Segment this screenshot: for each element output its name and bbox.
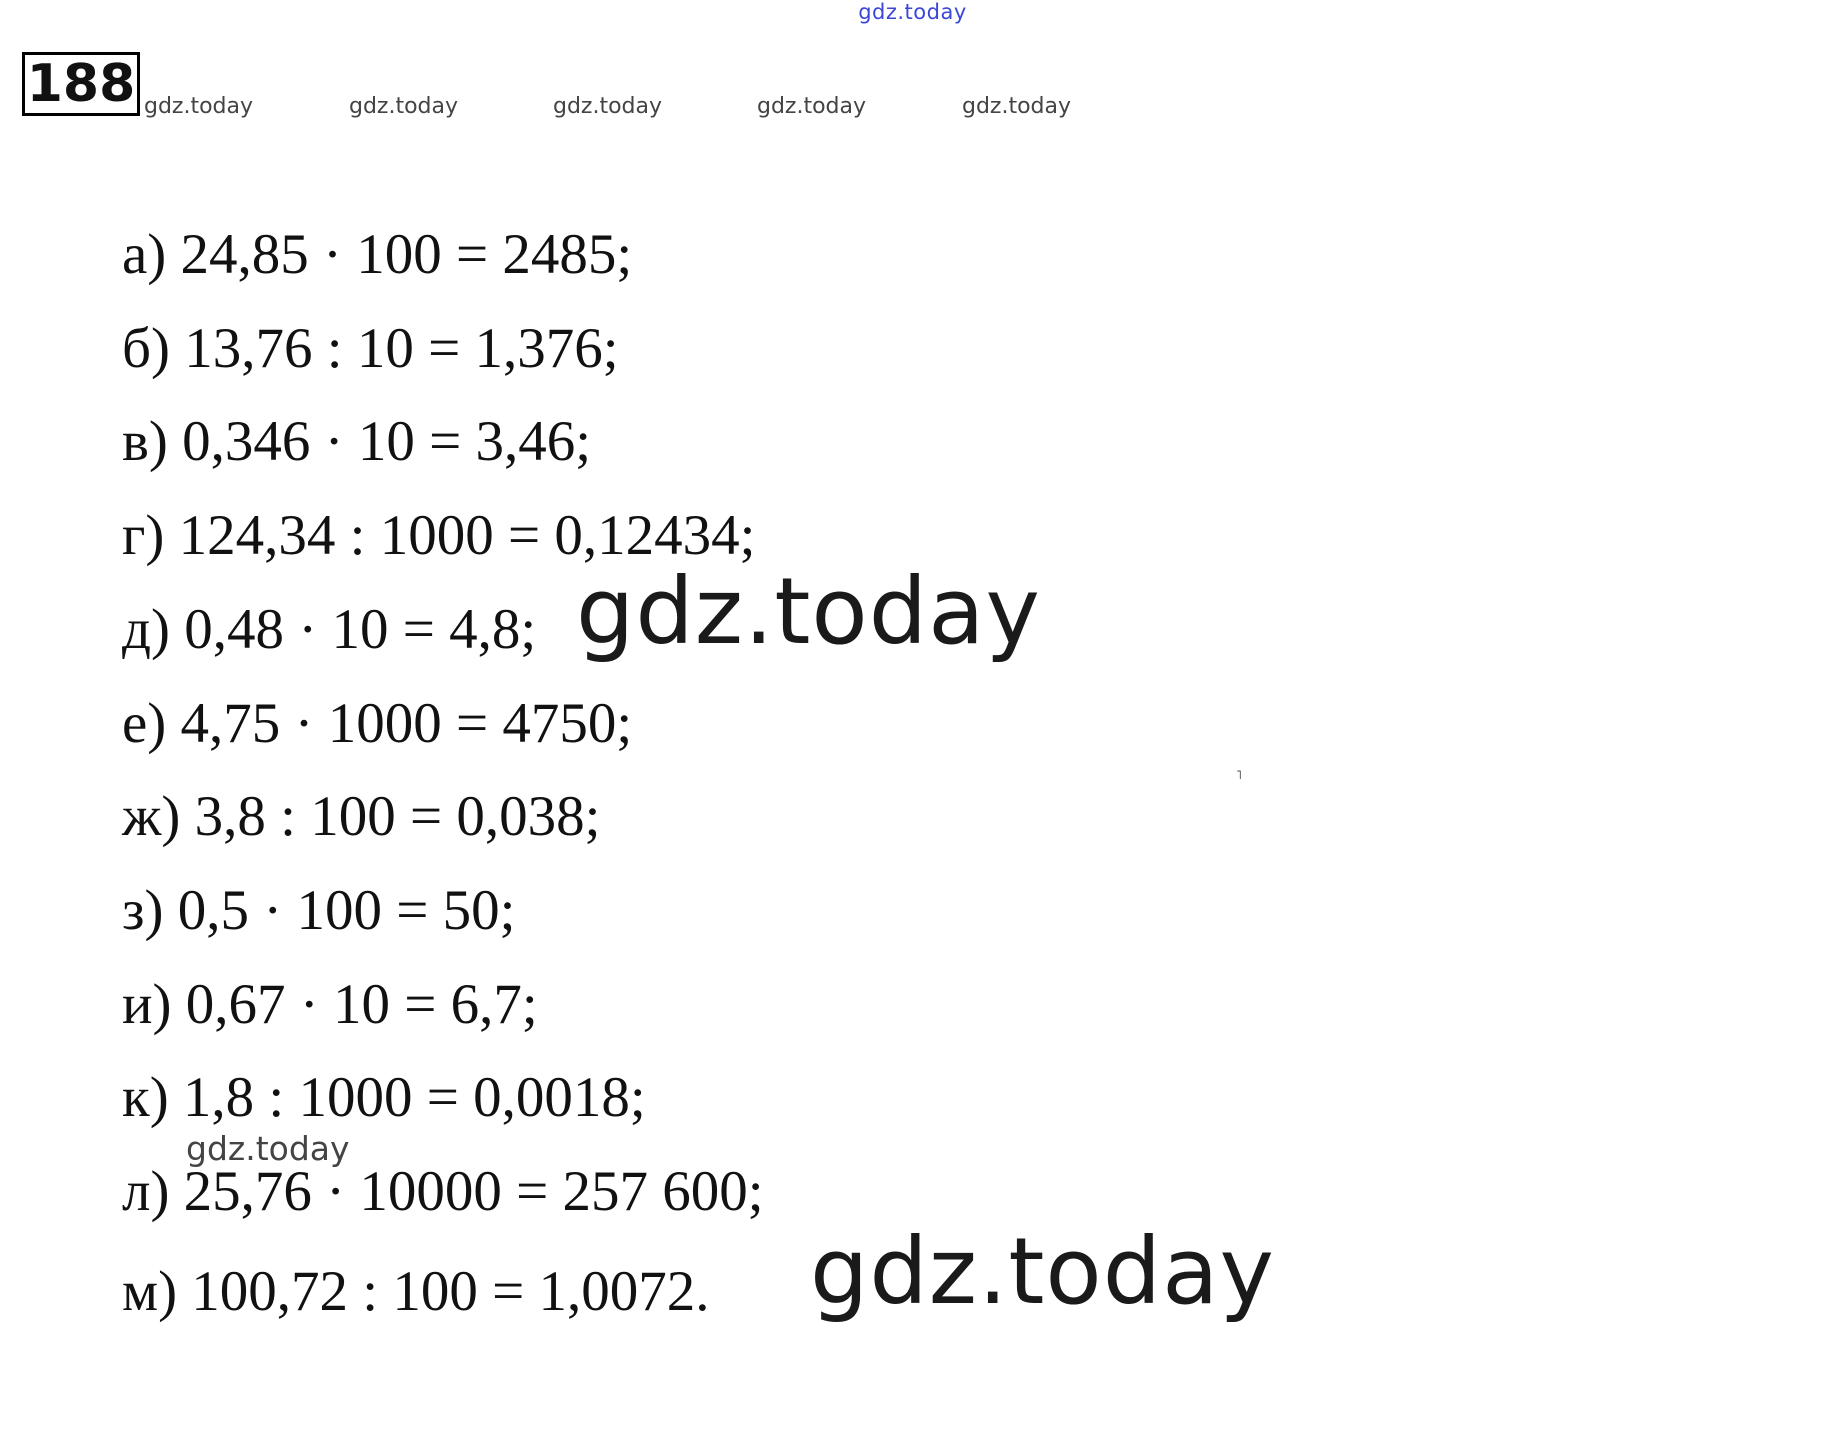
answer-v: в) 0,346 · 10 = 3,46; — [122, 410, 592, 473]
answer-i: и) 0,67 · 10 = 6,7; — [122, 973, 538, 1036]
watermark-large-bottom: gdz.today — [810, 1218, 1275, 1325]
answer-l: л) 25,76 · 10000 = 257 600; — [122, 1160, 764, 1223]
answer-e: е) 4,75 · 1000 = 4750; — [122, 692, 633, 755]
watermark-row-item: gdz.today — [553, 94, 663, 119]
watermark-row-item: gdz.today — [757, 94, 867, 119]
watermark-large-middle: gdz.today — [576, 558, 1041, 665]
answer-b: б) 13,76 : 10 = 1,376; — [122, 317, 619, 380]
problem-number: 188 — [22, 52, 140, 116]
watermark-top: gdz.today — [858, 0, 967, 24]
answer-m: м) 100,72 : 100 = 1,0072. — [122, 1260, 710, 1323]
stray-mark-icon: ˥ — [1236, 768, 1242, 782]
answer-k: к) 1,8 : 1000 = 0,0018; — [122, 1066, 646, 1129]
answer-a: а) 24,85 · 100 = 2485; — [122, 223, 633, 286]
answer-z: з) 0,5 · 100 = 50; — [122, 879, 516, 942]
watermark-row-item: gdz.today — [349, 94, 459, 119]
answer-zh: ж) 3,8 : 100 = 0,038; — [122, 785, 601, 848]
answer-d: д) 0,48 · 10 = 4,8; — [122, 598, 537, 661]
watermark-row-item: gdz.today — [144, 94, 254, 119]
watermark-row-item: gdz.today — [962, 94, 1072, 119]
answer-g: г) 124,34 : 1000 = 0,12434; — [122, 504, 756, 567]
watermark-small-middle: gdz.today — [186, 1129, 350, 1168]
